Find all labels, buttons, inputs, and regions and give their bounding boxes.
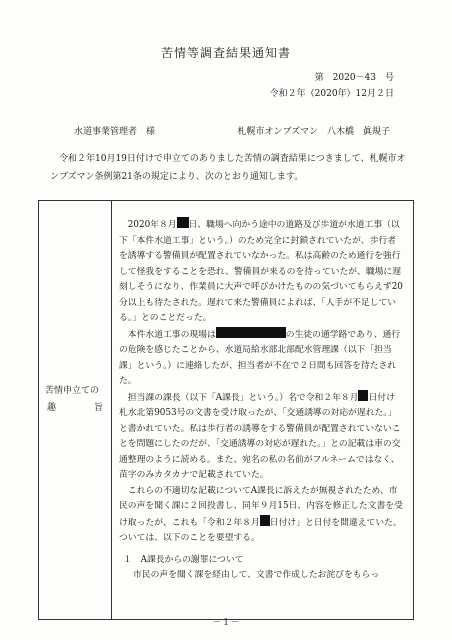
p3-text-a: 担当課の課長（以下「A課長」という。）名で令和２年８月 [127,392,359,403]
page-number: －１－ [212,618,240,628]
item-1-text: 市民の声を聞く課を経由して、文書で作成したお詫びをもらっ [133,570,380,580]
document-title: 苦情等調査結果通知書 [160,46,291,60]
paragraph-2 [119,327,403,390]
redaction-block [177,217,189,228]
p1-text-a: 2020年８月 [127,220,177,230]
redaction-block [216,327,286,338]
p1-text-b: 日、職場へ向かう途中の道路及び歩道が水道工事（以下「本件水道工事」という。）のため完全に封鎖されていたが、歩行者を誘導する警備員が配置されていなかった。私は高齢のため通行を強行して怪我をすることを恐れ、警備員が来るのを待っていたが、職場に遅刻しそうになり、作業員に大声で呼びかけたものの気づいてもらえず20分以上も待たされた。遅れて来た警備員によれば、「人手が不足している。」とのことだった。 [119,220,403,323]
complaint-body [119,217,403,584]
p4-text-a: これらの不適切な記載についてA課長に訴えたが無視されたため、市民の声を聞く課に２回投書し、同年９月15日、内容を修正した文書を受け取ったが、これも「令和２年８月 [119,485,403,528]
sender: 札幌市オンブズマン 八木橋 眞規子 [237,127,390,137]
label-char-a: 趣 [47,403,57,413]
p2-text-b: の生徒の通学路であり、通行の危険を感じたことから、水道局給水部北部配水管理課（以下「担当課」という。）に連絡したが、担当者が不在で２日間も回答を待たされた。 [119,329,401,386]
p3-text-b: 日付け札水北第9053号の文書を受け取ったが、「交通誘導の対応が遅れた。」と書かれていた。私は歩行者の誘導をする警備員が配置されていないことを問題にしたのだが、「交通誘導の対応が遅れた。」との記載は車の交通整理のように読める。また、宛名の私の名前がフルネームではなく、苗字のみカタカナで記載されていた。 [119,392,401,480]
paragraph-3 [119,390,403,484]
document-date: 令和２年（2020年）12月２日 [269,89,394,99]
paragraph-4 [119,484,403,547]
addressee: 水道事業管理者 様 [74,127,156,137]
redaction-block [358,390,368,401]
label-char-b: 旨 [93,403,103,413]
p2-text-a: 本件水道工事の現場は [127,329,216,340]
document-number: 第 2020－43 号 [314,73,394,83]
intro-paragraph: 令和２年10月19日付けで申立てのありました苦情の調査結果につきまして、札幌市オンブズマン条例第21条の規定により、次のとおり通知します。 [50,154,406,182]
label-column [39,201,112,619]
redaction-block [260,515,270,526]
p4-text-b: 日付け」と日付を間違えていた。ついては、以下のことを要望する。 [119,517,402,543]
paragraph-1 [119,217,403,327]
item-1-heading: １ A課長からの謝罪について [123,554,244,565]
label-line-2 [47,400,103,413]
label-line-1: 苦情申立ての [45,386,100,396]
complaint-table [38,200,414,620]
